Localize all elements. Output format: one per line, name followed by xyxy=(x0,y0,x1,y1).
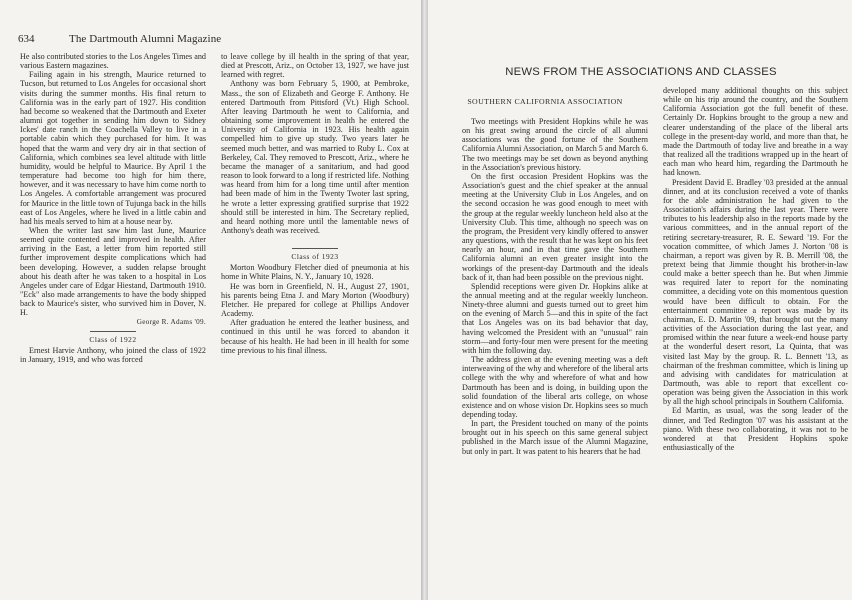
paragraph: President David E. Bradley '03 presided at the annual dinner, and at its conclusion received a vote of thanks for the able administration he had given to the Association's affairs during the last year. There were tributes to his leadership also in the reports made by the various committees, and in the annual report of the retiring secretary-treasurer, R. E. Seward '19. For the vocation committee, of which James J. Norton '08 is chairman, a report was given by R. B. Merrill '08, the pretext being that Jimmie thought his brother-in-law could make a better speech than he. But when Jimmie was required later to report for the nominating committee, a deciding vote on this momentous question would have been difficult to obtain. For the entertainment committee a report was made by its chairman, E. D. Martin '09, that brought out the many activities of the Association during the last year, and promised within the near future a week-end house party at the wonderful desert resort, La Quinta, that was visited last May by the group. R. L. Bennett '13, as chairman of the freshman committee, which is lining up and advising with candidates for matriculation at Dartmouth, was able to report that excellent co-operation was being given the Association in this work by all the high school principals in Southern California. xyxy=(663,177,848,407)
paragraph: He also contributed stories to the Los Angeles Times and various Eastern magazines. xyxy=(20,52,206,71)
class-heading: Class of 1922 xyxy=(89,334,137,344)
paragraph: After graduation he entered the leather business, and continued in this until he was forced to abandon it because of his health. He had been in ill health for some time previous to his final illness. xyxy=(221,318,409,355)
paragraph: to leave college by ill health in the spring of that year, died at Prescott, Ariz., on October 13, 1927, we have just learned with regret. xyxy=(221,52,409,80)
paragraph: On the first occasion President Hopkins was the Association's guest and the chief speaker at the annual meeting at the University Club in Los Angeles, and on the second occasion he was good enough to meet with the group at the regular weekly luncheon held also at the University Club. This time, although no speech was on the program, the President very kindly offered to answer any questions, with the result that he was kept on his feet nearly an hour, and in that time gave the Southern California alumni an even greater insight into the workings of the present-day Dartmouth and the ideals back of it, than had been possible on the previous night. xyxy=(462,171,648,282)
paragraph: When the writer last saw him last June, Maurice seemed quite contented and improved in health. After arriving in the East, a letter from him reported still further improvement despite complications which had been developing. However, a sudden relapse brought about his death after he was taken to a hospital in Los Angeles under care of Edgar Hiestand, Dartmouth 1910. "Eck" also made arrangements to have the body shipped back to Maurice's sister, who survived him in Dover, N. H. xyxy=(20,225,206,318)
paragraph: The address given at the evening meeting was a deft interweaving of the why and wherefore of the liberal arts college with the why and wherefore of what and how Dartmouth has been and is doing, in building upon the solid foundation of the liberal arts college, on whose existence and on whose vision Dr. Hopkins sees so much depending today. xyxy=(462,355,648,419)
right-column-2 xyxy=(663,86,848,452)
class-heading: Class of 1923 xyxy=(291,252,339,262)
section-divider xyxy=(292,248,338,249)
right-column-1 xyxy=(462,117,648,456)
paragraph: Ernest Harvie Anthony, who joined the class of 1922 in January, 1919, and who was forced xyxy=(20,345,206,364)
left-column-2 xyxy=(221,52,409,355)
author-signature: George R. Adams '09. xyxy=(136,317,206,326)
paragraph: In part, the President touched on many of the points brought out in his speech on this same general subject published in the March issue of the Alumni Magazine, but only in part. It was patent to his hearers that he had xyxy=(462,419,648,456)
magazine-title: The Dartmouth Alumni Magazine xyxy=(69,33,222,45)
section-title: NEWS FROM THE ASSOCIATIONS AND CLASSES xyxy=(505,66,777,78)
left-column-1 xyxy=(20,52,206,364)
left-page xyxy=(0,0,421,600)
right-page xyxy=(428,0,852,600)
paragraph: Anthony was born February 5, 1900, at Pembroke, Mass., the son of Elizabeth and George F. Anthony. He entered Dartmouth from Pittsford (Vt.) High School. After leaving Dartmouth he went to California, and obtaining some improvement in health he entered the University of California in 1923. His health again compelled him to give up study. Two years later he seemed much better, and was married to Ruby L. Cox at Berkeley, Cal. They removed to Prescott, Ariz., where he became the manager of a sanitarium, and had good reason to look forward to a long if restricted life. Nothing was heard from him for a long time until after mention had been made of him in the Twenty Twoter last spring, he wrote a letter expressing gratified surprise that 1922 should still be interested in him. The Secretary replied, and heard nothing more until the lamentable news of Anthony's death was received. xyxy=(221,79,409,235)
page-gutter xyxy=(421,0,428,600)
paragraph: developed many additional thoughts on this subject while on his trip around the country, and the Southern California Association got the full benefit of these. Certainly Dr. Hopkins brought to the group a new and clearer understanding of the place of the liberal arts college in the present-day world, and more than that, he made the Dartmouth of today live and breathe in a way that realized all the traditions wrapped up in the heart of each man who heard him, regarding the Dartmouth he had known. xyxy=(663,86,848,178)
page-number: 634 xyxy=(18,33,35,45)
paragraph: Two meetings with President Hopkins while he was on his great swing around the circle of all alumni associations was the good fortune of the Southern California Alumni Association, on March 5 and March 6. The two meetings may be set down as beyond anything in the Association's previous history. xyxy=(462,117,648,172)
paragraph: Morton Woodbury Fletcher died of pneumonia at his home in White Plains, N. Y., January 10, 1928. xyxy=(221,263,409,282)
section-divider xyxy=(90,331,136,332)
paragraph: Failing again in his strength, Maurice returned to Tucson, but returned to Los Angeles for occasional short visits during the summer months. His final return to California was in the early part of 1927. His condition had become so weakened that the Dartmouth and Exeter alumni got together in sending him down to Sidney Ickes' date ranch in the Coachella Valley to live in a portable cabin which they purchased for him. It was hoped that the warm and very dry air in that section of California, which combines sea level altitude with little humidity, would be helpful to Maurice. By April 1 the temperature had become too high for him there, however, and it was necessary to have him come north to Los Angeles. A comfortable arrangement was procured for Maurice in the little town of Tujunga back in the hills east of Los Angeles, where he lived in a little cabin and had his meals served to him at a house near by. xyxy=(20,70,206,226)
paragraph: Splendid receptions were given Dr. Hopkins alike at the annual meeting and at the regular weekly luncheon. Ninety-three alumni and guests turned out to greet him on the evening of March 5—and this in spite of the fact that Los Angeles was on its bad behavior that day, having welcomed the President with an "unusual" rain storm—and forty-four men were present for the meeting with him the following day. xyxy=(462,281,648,355)
paragraph: Ed Martin, as usual, was the song leader of the dinner, and Ted Redington '07 was his assistant at the piano. With these two collaborating, it was not to be wondered at that President Hopkins spoke enthusiastically of the xyxy=(663,406,848,453)
association-heading: SOUTHERN CALIFORNIA ASSOCIATION xyxy=(467,97,623,106)
paragraph: He was born in Greenfield, N. H., August 27, 1901, his parents being Etna J. and Mary Morton (Woodbury) Fletcher. He prepared for college at Phillips Andover Academy. xyxy=(221,281,409,319)
